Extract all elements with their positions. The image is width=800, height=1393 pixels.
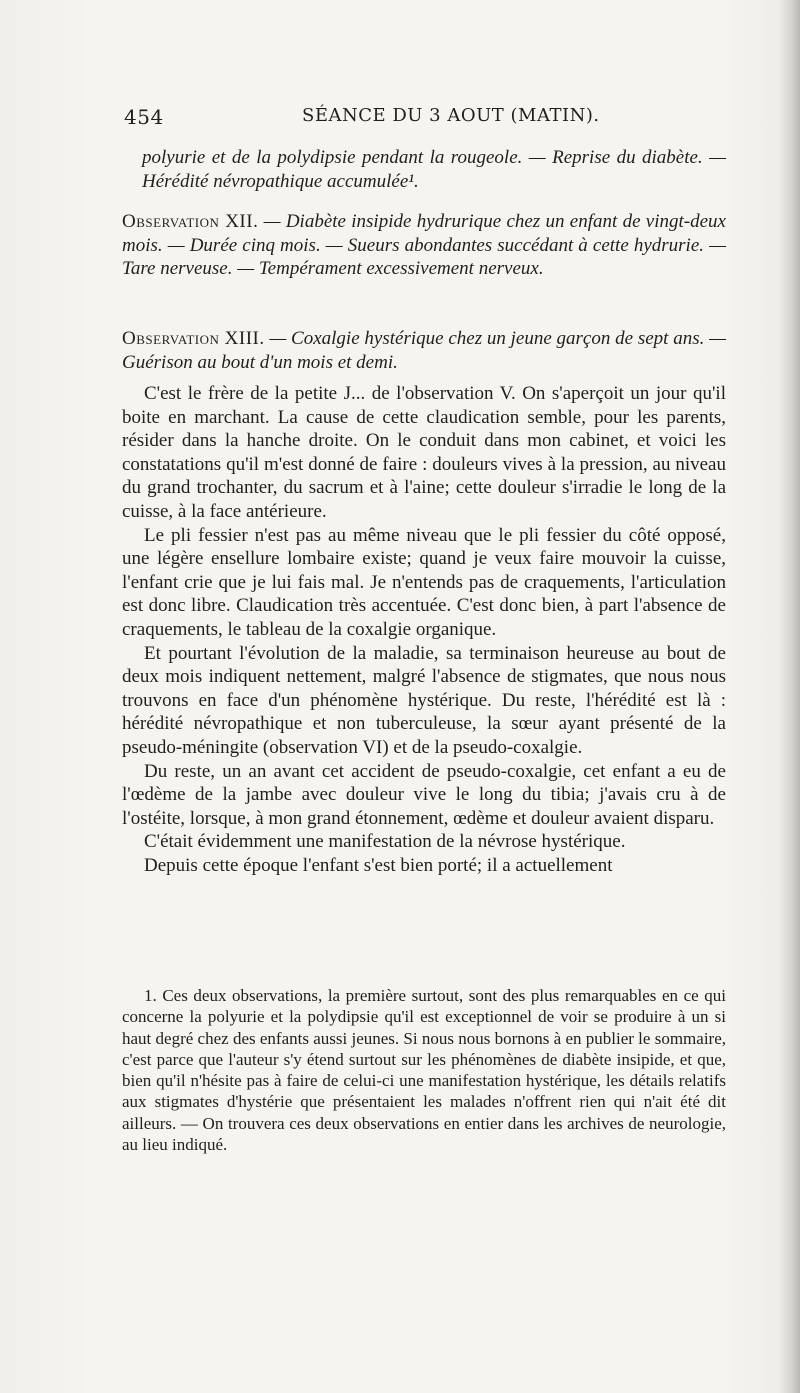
paragraph: Du reste, un an avant cet accident de pseudo-coxalgie, cet enfant a eu de l'œdème de la jambe avec douleur vive le long du tibia; j'avais cru à de l'ostéite, lorsque, à mon grand étonnement, œdème et douleur avaient disparu. bbox=[122, 760, 726, 829]
observation-13-heading bbox=[122, 327, 726, 374]
page-edge-shadow bbox=[778, 0, 800, 1393]
paragraph: Le pli fessier n'est pas au même niveau que le pli fessier du côté opposé, une légère ensellure lombaire existe; quand je veux faire mouvoir la cuisse, l'enfant crie que je lui fais mal. Je n'entends pas de craquements, l'articulation est donc libre. Claudication très accentuée. C'est donc bien, à part l'absence de craquements, le tableau de la coxalgie organique. bbox=[122, 524, 726, 640]
running-head bbox=[124, 105, 724, 135]
paragraph: C'est le frère de la petite J... de l'observation V. On s'aperçoit un jour qu'il boite en marchant. La cause de cette claudication semble, pour les parents, résider dans la hanche droite. On le conduit dans mon cabinet, et voici les constatations qu'il m'est donné de faire : douleurs vives à la pression, au niveau du grand trochanter, du sacrum et à l'aine; cette douleur s'irradie le long de la cuisse, à la face antérieure. bbox=[122, 383, 726, 522]
observation-12-label: Observation XII. bbox=[122, 211, 259, 232]
body-text bbox=[122, 382, 726, 877]
footnote: 1. Ces deux observations, la première surtout, sont des plus remarquables en ce qui concerne la polyurie et la polydipsie qu'il est exceptionnel de voir se produire à un si haut degré chez des enfants aussi jeunes. Si nous nous bornons à en publier le sommaire, c'est parce que l'auteur s'y étend surtout sur les phénomènes de diabète insipide, et que, bien qu'il n'hésite pas à faire de celui-ci une manifestation hystérique, les détails relatifs aux stigmates d'hystérie que présentaient les malades n'offrent rien qui n'ait été dit ailleurs. — On trouvera ces deux observations en entier dans les archives de neurologie, au lieu indiqué. bbox=[122, 986, 726, 1155]
paragraph: C'était évidemment une manifestation de la névrose hystérique. bbox=[144, 831, 626, 853]
paragraph: Depuis cette époque l'enfant s'est bien porté; il a actuellement bbox=[144, 854, 613, 876]
observation-13-title: — Coxalgie hystérique chez un jeune garçon de sept ans. — Guérison au bout d'un mois et demi. bbox=[122, 328, 726, 373]
observation-12-heading bbox=[122, 210, 726, 281]
observation-13-label: Observation XIII. bbox=[122, 328, 265, 349]
paragraph: Et pourtant l'évolution de la maladie, sa terminaison heureuse au bout de deux mois indiquent nettement, malgré l'absence de stigmates, que nous nous trouvons en face d'un phénomène hystérique. Du reste, l'hérédité est là : hérédité névropathique et non tuberculeuse, la sœur ayant présenté de la pseudo-méningite (observation VI) et de la pseudo-coxalgie. bbox=[122, 642, 726, 758]
observation-12-title: — Diabète insipide hydrurique chez un enfant de vingt-deux mois. — Durée cinq mois. — Sueurs abondantes succédant à cette hydrurie. — Tare nerveuse. — Tempérament excessivement nerveux. bbox=[122, 211, 726, 280]
summary-continuation: polyurie et de la polydipsie pendant la rougeole. — Reprise du diabète. — Hérédité névropathique accumulée¹. bbox=[142, 147, 726, 192]
header-title: SÉANCE DU 3 AOUT (MATIN). bbox=[302, 105, 600, 126]
page-number: 454 bbox=[124, 105, 164, 129]
